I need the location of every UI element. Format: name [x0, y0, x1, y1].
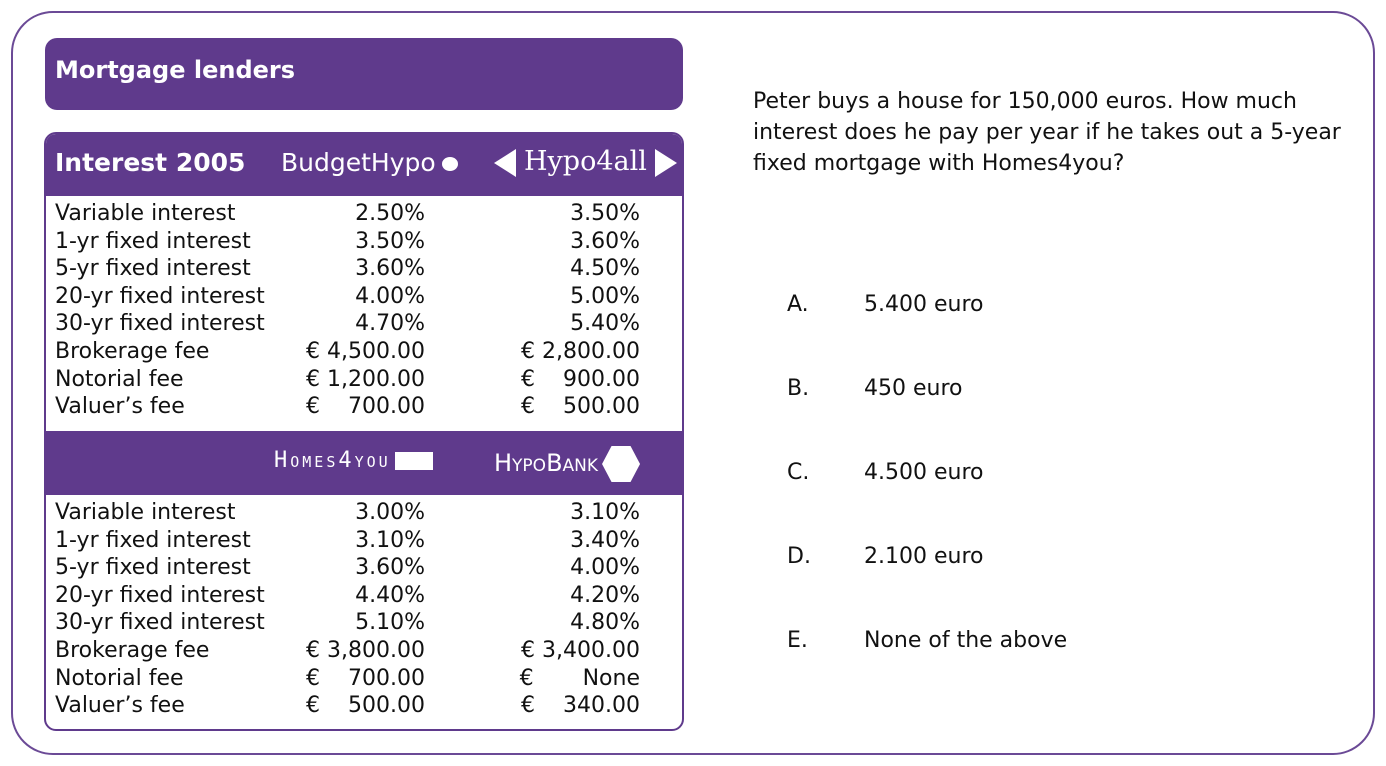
- row-label: Valuer’s fee: [55, 693, 185, 719]
- option-text: 450 euro: [864, 376, 963, 401]
- value-budgethypo: 3.50%: [355, 228, 425, 254]
- value-hypo4all: € 500.00: [521, 394, 640, 420]
- table-header-label: Interest 2005: [55, 148, 246, 177]
- title-bar: [45, 38, 683, 110]
- value-budgethypo: 4.70%: [355, 311, 425, 337]
- value-hypo4all: 4.50%: [570, 256, 640, 282]
- table-row: [46, 609, 682, 637]
- table-row: [46, 554, 682, 582]
- row-label: Variable interest: [55, 201, 236, 226]
- option-text: 4.500 euro: [864, 460, 984, 485]
- table-row: [46, 200, 682, 228]
- lender-hypobank: [494, 446, 640, 482]
- option-a[interactable]: [787, 292, 983, 317]
- row-label: 20-yr fixed interest: [55, 283, 265, 309]
- value-budgethypo: 4.00%: [355, 283, 425, 309]
- value-homes4you: € 3,800.00: [306, 637, 425, 663]
- lender-hypo4all: [494, 146, 677, 177]
- row-label: 30-yr fixed interest: [55, 610, 265, 636]
- value-homes4you: € 700.00: [306, 665, 425, 691]
- table-row: [46, 310, 682, 338]
- table-header-bottom: [46, 431, 682, 495]
- lender-name: BudgetHypo: [281, 148, 436, 177]
- option-letter: E.: [787, 628, 808, 653]
- value-homes4you: 3.00%: [355, 500, 425, 525]
- option-text: 2.100 euro: [864, 544, 984, 569]
- value-hypobank: € None: [519, 665, 640, 691]
- table-row: [46, 338, 682, 366]
- option-b[interactable]: [787, 376, 962, 401]
- value-homes4you: € 500.00: [306, 693, 425, 719]
- row-label: 1-yr fixed interest: [55, 527, 251, 553]
- row-label: 5-yr fixed interest: [55, 256, 251, 282]
- table-row: [46, 228, 682, 256]
- table-row: [46, 582, 682, 610]
- value-budgethypo: € 1,200.00: [306, 366, 425, 392]
- value-homes4you: 3.10%: [355, 527, 425, 553]
- option-text: 5.400 euro: [864, 292, 984, 317]
- value-hypo4all: € 900.00: [521, 366, 640, 392]
- option-c[interactable]: [787, 460, 983, 485]
- question-text: Peter buys a house for 150,000 euros. How much interest does he pay per year if he takes out a 5-year fixed mortgage with Homes4you?: [753, 89, 1341, 176]
- triangle-left-icon: [494, 149, 516, 177]
- value-homes4you: 4.40%: [355, 582, 425, 608]
- value-budgethypo: € 4,500.00: [306, 338, 425, 364]
- triangle-right-icon: [655, 149, 677, 177]
- option-letter: D.: [787, 544, 811, 569]
- table-row: [46, 283, 682, 311]
- row-label: Valuer’s fee: [55, 394, 185, 420]
- option-e[interactable]: [787, 628, 1067, 653]
- table-row: [46, 499, 682, 527]
- table-row: [46, 637, 682, 665]
- table-row: [46, 393, 682, 421]
- value-hypobank: 4.20%: [570, 582, 640, 608]
- option-text: None of the above: [864, 628, 1068, 653]
- table-row: [46, 665, 682, 693]
- value-hypo4all: 5.40%: [570, 311, 640, 337]
- row-label: Variable interest: [55, 500, 236, 525]
- row-label: Brokerage fee: [55, 338, 210, 364]
- row-label: 30-yr fixed interest: [55, 311, 265, 337]
- value-budgethypo: 3.60%: [355, 256, 425, 282]
- option-letter: C.: [787, 460, 810, 485]
- rows-bottom: [46, 499, 682, 720]
- value-hypobank: € 3,400.00: [521, 637, 640, 663]
- option-letter: B.: [787, 376, 810, 401]
- value-hypo4all: 3.50%: [570, 201, 640, 226]
- value-hypo4all: € 2,800.00: [521, 338, 640, 364]
- table-row: [46, 692, 682, 720]
- rows-top: [46, 200, 682, 421]
- option-letter: A.: [787, 292, 809, 317]
- lender-budgethypo: [281, 148, 458, 177]
- mortgage-table: [44, 132, 684, 731]
- page-title: Mortgage lenders: [55, 56, 296, 84]
- table-row: [46, 527, 682, 555]
- value-budgethypo: € 700.00: [306, 394, 425, 420]
- row-label: Notorial fee: [55, 366, 184, 392]
- rectangle-icon: [395, 452, 433, 470]
- value-homes4you: 5.10%: [355, 610, 425, 636]
- row-label: 5-yr fixed interest: [55, 555, 251, 581]
- row-label: 20-yr fixed interest: [55, 582, 265, 608]
- circle-icon: [442, 157, 458, 171]
- value-hypo4all: 5.00%: [570, 283, 640, 309]
- value-hypobank: 3.10%: [570, 500, 640, 525]
- lender-name: Hypo4all: [524, 146, 647, 177]
- row-label: 1-yr fixed interest: [55, 228, 251, 254]
- hexagon-icon: [602, 446, 640, 482]
- row-label: Notorial fee: [55, 665, 184, 691]
- lender-homes4you: [274, 448, 433, 473]
- value-hypobank: 4.00%: [570, 555, 640, 581]
- value-budgethypo: 2.50%: [355, 201, 425, 226]
- row-label: Brokerage fee: [55, 637, 210, 663]
- lender-name: Homes4you: [274, 448, 391, 473]
- lender-name: HypoBank: [494, 449, 599, 477]
- value-hypobank: 3.40%: [570, 527, 640, 553]
- value-hypobank: € 340.00: [521, 693, 640, 719]
- value-hypo4all: 3.60%: [570, 228, 640, 254]
- option-d[interactable]: [787, 544, 983, 569]
- table-header-top: [46, 134, 682, 196]
- table-row: [46, 366, 682, 394]
- value-hypobank: 4.80%: [570, 610, 640, 636]
- table-row: [46, 255, 682, 283]
- value-homes4you: 3.60%: [355, 555, 425, 581]
